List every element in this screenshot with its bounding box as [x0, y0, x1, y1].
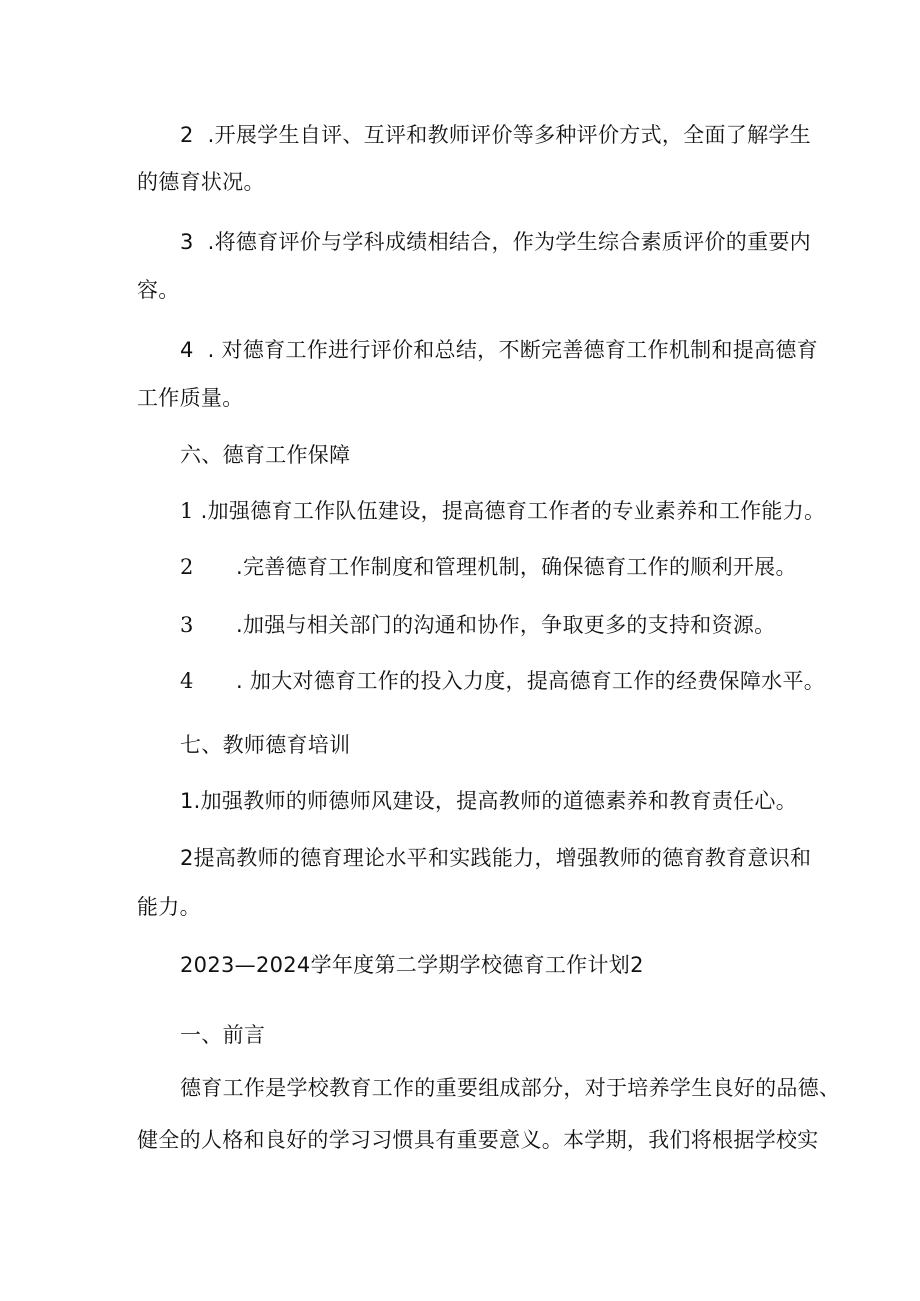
- section-6-item-2: [180, 552, 797, 582]
- section-7-item-2-line-2: 能力。: [137, 895, 201, 919]
- section-6-item-1: [180, 496, 825, 526]
- paragraph-3-line-2: 容。: [137, 278, 180, 302]
- paragraph-2-line-1: 2 .开展学生自评、互评和教师评价等多种评价方式，全面了解学生: [180, 123, 811, 147]
- paragraph-4-line-2: 工作质量。: [137, 386, 244, 410]
- item-text: . 加大对德育工作的投入力度，提高德育工作的经费保障水平。: [236, 669, 826, 693]
- item-number: 2: [180, 555, 194, 579]
- item-text: .加强德育工作队伍建设，提高德育工作者的专业素养和工作能力。: [200, 499, 826, 523]
- section-6-item-3: [180, 610, 775, 640]
- paragraph-2-line-2: 的德育状况。: [137, 170, 265, 194]
- paragraph-4-line-1: 4 . 对德育工作进行评价和总结，不断完善德育工作机制和提高德育: [180, 338, 818, 362]
- preface-line-1: 德育工作是学校教育工作的重要组成部分，对于培养学生良好的品德、: [180, 1076, 841, 1100]
- preface-line-2: 健全的人格和良好的学习习惯具有重要意义。本学期，我们将根据学校实: [137, 1128, 819, 1152]
- section-7-item-1: 1.加强教师的师德师风建设，提高教师的道德素养和教育责任心。: [180, 789, 798, 813]
- item-number: 4: [180, 669, 194, 693]
- item-number: 3: [180, 613, 194, 637]
- section-7-item-2-line-1: 2提高教师的德育理论水平和实践能力，增强教师的德育教育意识和: [180, 846, 812, 870]
- item-text: .加强与相关部门的沟通和协作，争取更多的支持和资源。: [236, 613, 776, 637]
- item-number: 1: [180, 499, 194, 523]
- section-7-heading: 七、教师德育培训: [180, 733, 351, 757]
- section-6-item-4: [180, 666, 825, 696]
- preface-heading: 一、前言: [180, 1023, 266, 1047]
- section-6-heading: 六、德育工作保障: [180, 443, 351, 467]
- paragraph-3-line-1: 3 .将德育评价与学科成绩相结合，作为学生综合素质评价的重要内: [180, 230, 811, 254]
- plan-2-title: 2023—2024学年度第二学期学校德育工作计划2: [180, 953, 644, 977]
- item-text: .完善德育工作制度和管理机制，确保德育工作的顺利开展。: [236, 555, 797, 579]
